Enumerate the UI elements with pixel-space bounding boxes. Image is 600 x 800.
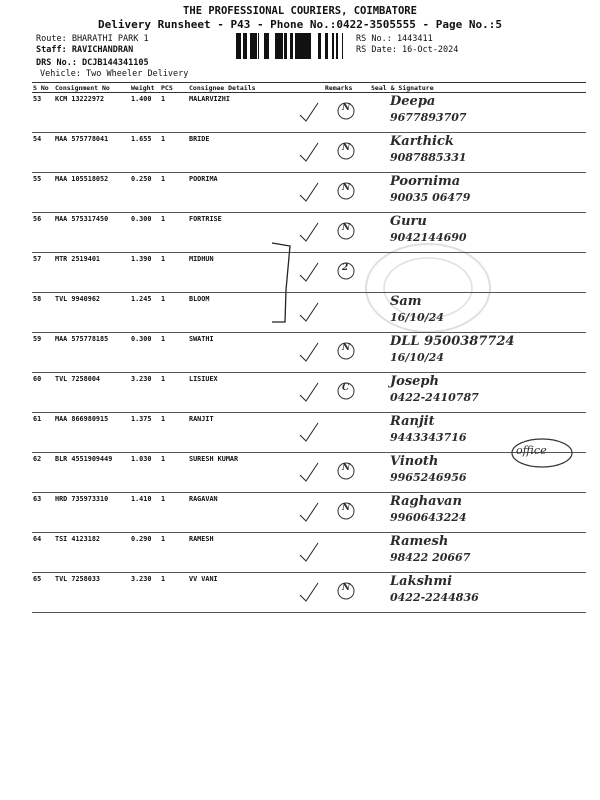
cell-weight: 0.300: [130, 333, 160, 373]
cell-consignee: SWATHI: [188, 333, 324, 373]
vehicle-label: Vehicle: Two Wheeler Delivery: [40, 69, 189, 79]
cell-pcs: 1: [160, 293, 188, 333]
cell-remarks: [324, 293, 370, 333]
table-row: [32, 533, 586, 573]
signature-phone: 9965246956: [390, 471, 467, 484]
col-pcs: PCS: [160, 83, 188, 93]
runsheet-table: [32, 82, 586, 613]
col-weight: Weight: [130, 83, 160, 93]
signature-phone: 9677893707: [390, 111, 467, 124]
cell-remarks: [324, 173, 370, 213]
cell-remarks: [324, 253, 370, 293]
remark-mark: N: [342, 583, 351, 593]
cell-consignee: RAMESH: [188, 533, 324, 573]
barcode-image: [236, 33, 348, 59]
cell-weight: 1.245: [130, 293, 160, 333]
signature-phone: 90035 06479: [390, 191, 471, 204]
signature-phone: 9087885331: [390, 151, 467, 164]
signature-name: Poornima: [390, 174, 461, 189]
signature-name: Joseph: [390, 374, 439, 389]
cell-pcs: 1: [160, 573, 188, 613]
cell-sno: 54: [32, 133, 54, 173]
cell-pcs: 1: [160, 133, 188, 173]
cell-consignee: BRIDE: [188, 133, 324, 173]
signature-phone: 0422-2410787: [390, 391, 479, 404]
cell-consignee: RAGAVAN: [188, 493, 324, 533]
tick-mark: [300, 223, 318, 243]
signature-name: Ramesh: [390, 534, 449, 549]
cell-weight: 0.250: [130, 173, 160, 213]
tick-mark: [300, 543, 318, 563]
cell-weight: 1.375: [130, 413, 160, 453]
cell-weight: 1.410: [130, 493, 160, 533]
cell-signature: [370, 293, 586, 333]
remark-mark: 2: [342, 263, 349, 273]
table-row: [32, 373, 586, 413]
cell-consignee: FORTRISE: [188, 213, 324, 253]
company-name: THE PROFESSIONAL COURIERS, COIMBATORE: [183, 5, 417, 17]
cell-signature: [370, 173, 586, 213]
cell-sno: 62: [32, 453, 54, 493]
table-row: [32, 413, 586, 453]
cell-sno: 64: [32, 533, 54, 573]
table-row: [32, 133, 586, 173]
cell-consignment: TSI 4123182: [54, 533, 130, 573]
signature-phone: 98422 20667: [390, 551, 471, 564]
cell-pcs: 1: [160, 453, 188, 493]
cell-signature: [370, 253, 586, 293]
table-row: [32, 253, 586, 293]
tick-mark: [300, 343, 318, 363]
cell-sno: 57: [32, 253, 54, 293]
cell-weight: 1.390: [130, 253, 160, 293]
cell-consignment: MAA 575778185: [54, 333, 130, 373]
cell-sno: 63: [32, 493, 54, 533]
cell-consignee: MALARVIZHI: [188, 93, 324, 133]
cell-consignment: MAA 105518052: [54, 173, 130, 213]
cell-signature: [370, 493, 586, 533]
signature-name: Raghavan: [390, 494, 462, 509]
tick-mark: [300, 103, 318, 123]
cell-consignment: BLR 4551909449: [54, 453, 130, 493]
table-row: [32, 573, 586, 613]
cell-remarks: [324, 213, 370, 253]
remark-mark: N: [342, 143, 351, 153]
cell-remarks: [324, 573, 370, 613]
cell-sno: 58: [32, 293, 54, 333]
table-row: [32, 493, 586, 533]
remark-mark: N: [342, 343, 351, 353]
remark-mark: C: [342, 383, 350, 393]
staff-row: [36, 45, 133, 55]
cell-remarks: [324, 133, 370, 173]
cell-consignment: MTR 2519401: [54, 253, 130, 293]
signature-name: Ranjit: [390, 414, 435, 429]
cell-consignee: BLOOM: [188, 293, 324, 333]
staff-name: RAVICHANDRAN: [71, 45, 134, 55]
tick-mark: [300, 423, 318, 443]
signature-phone: 0422-2244836: [390, 591, 479, 604]
cell-signature: [370, 213, 586, 253]
cell-remarks: [324, 373, 370, 413]
cell-consignee: POORIMA: [188, 173, 324, 213]
cell-pcs: 1: [160, 373, 188, 413]
tick-mark: [300, 583, 318, 603]
cell-weight: 3.230: [130, 373, 160, 413]
cell-signature: [370, 413, 586, 453]
cell-pcs: 1: [160, 333, 188, 373]
cell-consignment: TVL 7258004: [54, 373, 130, 413]
tick-mark: [300, 143, 318, 163]
cell-signature: [370, 453, 586, 493]
cell-pcs: 1: [160, 413, 188, 453]
cell-sno: 59: [32, 333, 54, 373]
cell-sno: 60: [32, 373, 54, 413]
cell-sno: 65: [32, 573, 54, 613]
col-sno: S No: [32, 83, 54, 93]
cell-consignee: VV VANI: [188, 573, 324, 613]
table-row: [32, 333, 586, 373]
remark-mark: N: [342, 103, 351, 113]
cell-signature: [370, 533, 586, 573]
tick-mark: [300, 383, 318, 403]
cell-consignee: RANJIT: [188, 413, 324, 453]
cell-remarks: [324, 493, 370, 533]
cell-signature: [370, 573, 586, 613]
cell-weight: 1.030: [130, 453, 160, 493]
signature-name: DLL 9500387724: [390, 334, 515, 349]
runsheet-title: Delivery Runsheet - P43 - Phone No.:0422-3505555 - Page No.:5: [98, 18, 502, 31]
remark-mark: N: [342, 503, 351, 513]
cell-pcs: 1: [160, 253, 188, 293]
table-row: [32, 213, 586, 253]
cell-weight: 1.400: [130, 93, 160, 133]
office-note: office: [516, 444, 547, 457]
signature-name: Guru: [390, 214, 427, 229]
signature-phone: 9960643224: [390, 511, 467, 524]
col-consignee: Consignee Details: [188, 83, 324, 93]
signature-name: Vinoth: [390, 454, 439, 469]
table-row: [32, 93, 586, 133]
col-consignment: Consignment No: [54, 83, 130, 93]
cell-consignment: MAA 575778041: [54, 133, 130, 173]
cell-pcs: 1: [160, 213, 188, 253]
cell-remarks: [324, 93, 370, 133]
drs-number: DRS No.: DCJB144341105: [36, 58, 149, 68]
cell-weight: 0.290: [130, 533, 160, 573]
remark-mark: N: [342, 223, 351, 233]
tick-mark: [300, 263, 318, 283]
cell-remarks: [324, 333, 370, 373]
cell-signature: [370, 133, 586, 173]
signature-name: Deepa: [390, 94, 436, 109]
tick-mark: [300, 303, 318, 323]
cell-consignment: MAA 575317450: [54, 213, 130, 253]
cell-consignment: HRD 735973310: [54, 493, 130, 533]
table-body: [32, 93, 586, 613]
cell-sno: 61: [32, 413, 54, 453]
col-signature: Seal & Signature: [370, 83, 586, 93]
cell-signature: [370, 333, 586, 373]
cell-consignment: MAA 866980915: [54, 413, 130, 453]
signature-name: Lakshmi: [390, 574, 453, 589]
cell-signature: [370, 373, 586, 413]
cell-consignment: KCM 13222972: [54, 93, 130, 133]
signature-phone: 9443343716: [390, 431, 467, 444]
signature-name: Karthick: [390, 134, 454, 149]
signature-phone: 16/10/24: [390, 351, 444, 364]
route-label: Route: BHARATHI PARK 1: [36, 34, 149, 44]
signature-phone: 9042144690: [390, 231, 467, 244]
signature-name: Sam: [390, 294, 422, 309]
table-row: [32, 173, 586, 213]
cell-consignment: TVL 9940962: [54, 293, 130, 333]
cell-pcs: 1: [160, 93, 188, 133]
cell-consignee: MIDHUN: [188, 253, 324, 293]
cell-weight: 0.300: [130, 213, 160, 253]
cell-consignee: LISIUEX: [188, 373, 324, 413]
cell-sno: 55: [32, 173, 54, 213]
col-remarks: Remarks: [324, 83, 370, 93]
tick-mark: [300, 503, 318, 523]
cell-signature: [370, 93, 586, 133]
cell-sno: 53: [32, 93, 54, 133]
remark-mark: N: [342, 463, 351, 473]
table-row: [32, 453, 586, 493]
cell-pcs: 1: [160, 533, 188, 573]
cell-weight: 3.230: [130, 573, 160, 613]
cell-remarks: [324, 533, 370, 573]
remark-mark: N: [342, 183, 351, 193]
table-header-row: [32, 83, 586, 93]
cell-remarks: [324, 453, 370, 493]
tick-mark: [300, 463, 318, 483]
signature-phone: 16/10/24: [390, 311, 444, 324]
cell-pcs: 1: [160, 493, 188, 533]
cell-weight: 1.655: [130, 133, 160, 173]
cell-consignee: SURESH KUMAR: [188, 453, 324, 493]
cell-sno: 56: [32, 213, 54, 253]
table-row: [32, 293, 586, 333]
rs-number: RS No.: 1443411: [356, 34, 433, 44]
cell-consignment: TVL 7258033: [54, 573, 130, 613]
tick-mark: [300, 183, 318, 203]
rs-date: RS Date: 16-Oct-2024: [356, 45, 459, 55]
staff-label: Staff:: [36, 45, 67, 55]
cell-remarks: [324, 413, 370, 453]
cell-pcs: 1: [160, 173, 188, 213]
